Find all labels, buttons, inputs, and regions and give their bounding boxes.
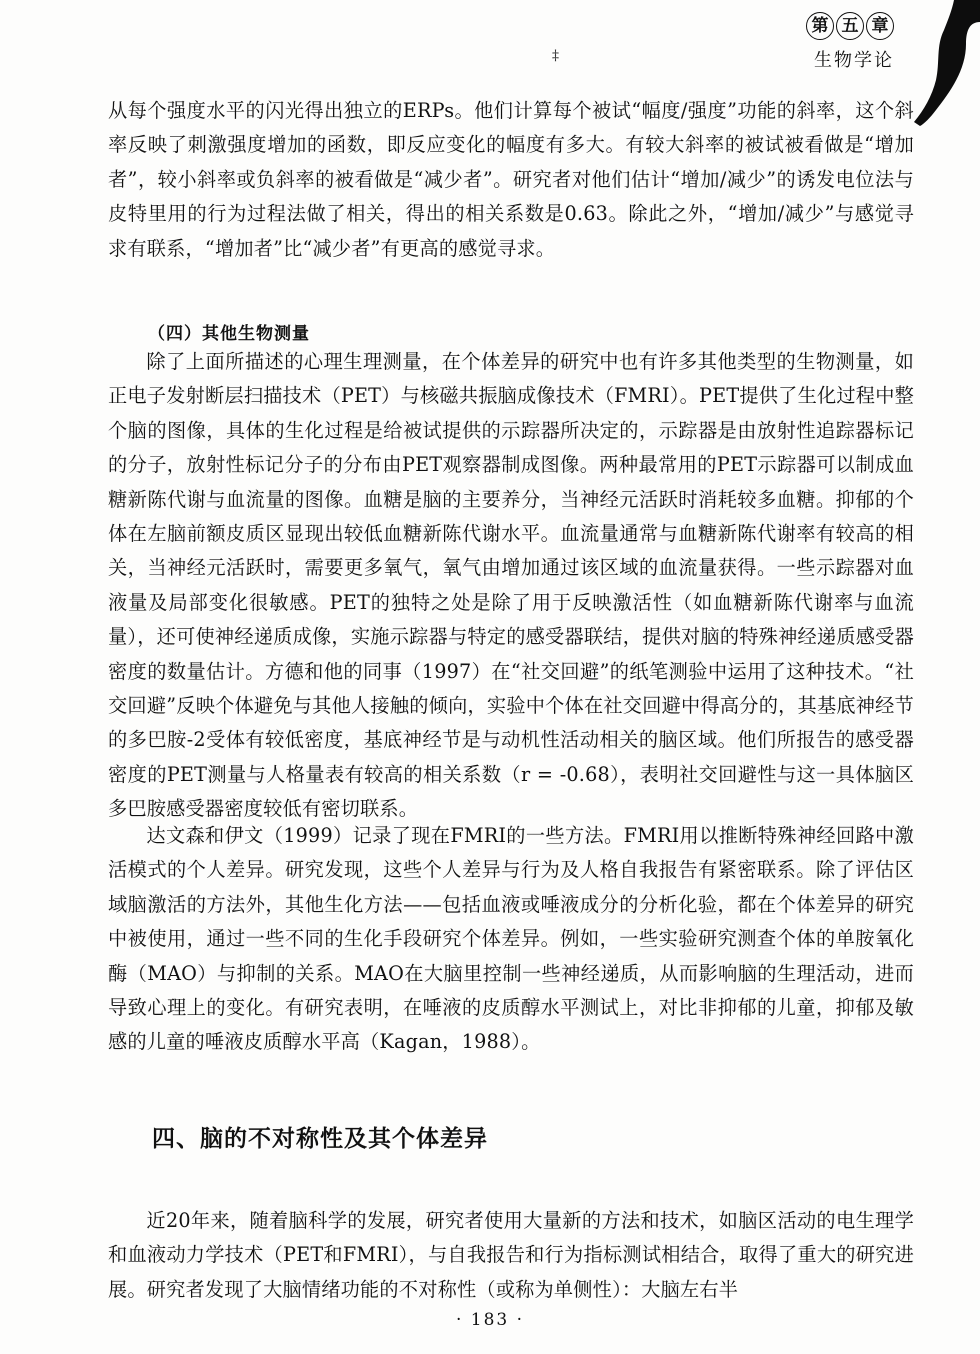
paragraph-3: [108, 819, 914, 1060]
paragraph-2: [108, 345, 914, 827]
page-number: · 183 ·: [455, 1310, 525, 1330]
chapter-header: [806, 12, 894, 72]
chapter-badge: 章: [866, 12, 894, 40]
chapter-title: 生物学论: [814, 50, 894, 71]
paragraph-text: 达文森和伊文（1999）记录了现在FMRI的一些方法。FMRI用以推断特殊神经回路中激活模式的个人差异。研究发现，这些个人差异与行为及人格自我报告有紧密联系。除了评估区域脑激活的方法外，其他生化方法——包括血液或唾液成分的分析化验，都在个体差异的研究中被使用，通过一些不同的生化手段研究个体差异。例如，一些实验研究测查个体的单胺氧化酶（MAO）与抑制的关系。MAO在大脑里控制一些神经递质，从而影响脑的生理活动，进而导致心理上的变化。有研究表明，在唾液的皮质醇水平测试上，对比非抑郁的儿童，抑郁及敏感的儿童的唾液皮质醇水平高（Kagan，1988）。: [108, 824, 914, 1054]
paragraph-text: 从每个强度水平的闪光得出独立的ERPs。他们计算每个被试“幅度/强度”功能的斜率，这个斜率反映了刺激强度增加的函数，即反应变化的幅度有多大。有较大斜率的被试被看做是“增加者”，较小斜率或负斜率的被看做是“减少者”。研究者对他们估计“增加/减少”的诱发电位法与皮特里用的行为过程法做了相关，得出的相关系数是0.63。除此之外，“增加/减少”与感觉寻求有联系，“增加者”比“减少者”有更高的感觉寻求。: [108, 99, 914, 260]
paragraph-text: 近20年来，随着脑科学的发展，研究者使用大量新的方法和技术，如脑区活动的电生理学和血液动力学技术（PET和FMRI），与自我报告和行为指标测试相结合，取得了重大的研究进展。研究者发现了大脑情绪功能的不对称性（或称为单侧性）：大脑左右半: [108, 1209, 914, 1301]
subheading: （四）其他生物测量: [148, 324, 310, 344]
print-mark-icon: ‡: [552, 48, 559, 64]
chapter-number-badges: [806, 12, 894, 40]
chapter-badge: 第: [806, 12, 834, 40]
chapter-badge: 五: [836, 12, 864, 40]
paragraph-1: [108, 94, 914, 266]
section-heading: 四、脑的不对称性及其个体差异: [152, 1126, 488, 1152]
paragraph-4: [108, 1204, 914, 1307]
paragraph-text: 除了上面所描述的心理生理测量，在个体差异的研究中也有许多其他类型的生物测量，如正电子发射断层扫描技术（PET）与核磁共振脑成像技术（FMRI）。PET提供了生化过程中整个脑的图像，具体的生化过程是给被试提供的示踪器所决定的，示踪器是由放射性追踪器标记的分子，放射性标记分子的分布由PET观察器制成图像。两种最常用的PET示踪器可以制成血糖新陈代谢与血流量的图像。血糖是脑的主要养分，当神经元活跃时消耗较多血糖。抑郁的个体在左脑前额皮质区显现出较低血糖新陈代谢水平。血流量通常与血糖新陈代谢率有较高的相关，当神经元活跃时，需要更多氧气，氧气由增加通过该区域的血流量获得。一些示踪器对血液量及局部变化很敏感。PET的独特之处是除了用于反映激活性（如血糖新陈代谢率与血流量），还可使神经递质成像，实施示踪器与特定的感受器联结，提供对脑的特殊神经递质感受器密度的数量估计。方德和他的同事（1997）在“社交回避”的纸笔测验中运用了这种技术。“社交回避”反映个体避免与其他人接触的倾向，实验中个体在社交回避中得高分的，其基底神经节的多巴胺-2受体有较低密度，基底神经节是与动机性活动相关的脑区域。他们所报告的感受器密度的PET测量与人格量表有较高的相关系数（r = -0.68），表明社交回避性与这一具体脑区多巴胺感受器密度较低有密切联系。: [108, 350, 914, 821]
ink-blot-decoration: [910, 0, 980, 130]
